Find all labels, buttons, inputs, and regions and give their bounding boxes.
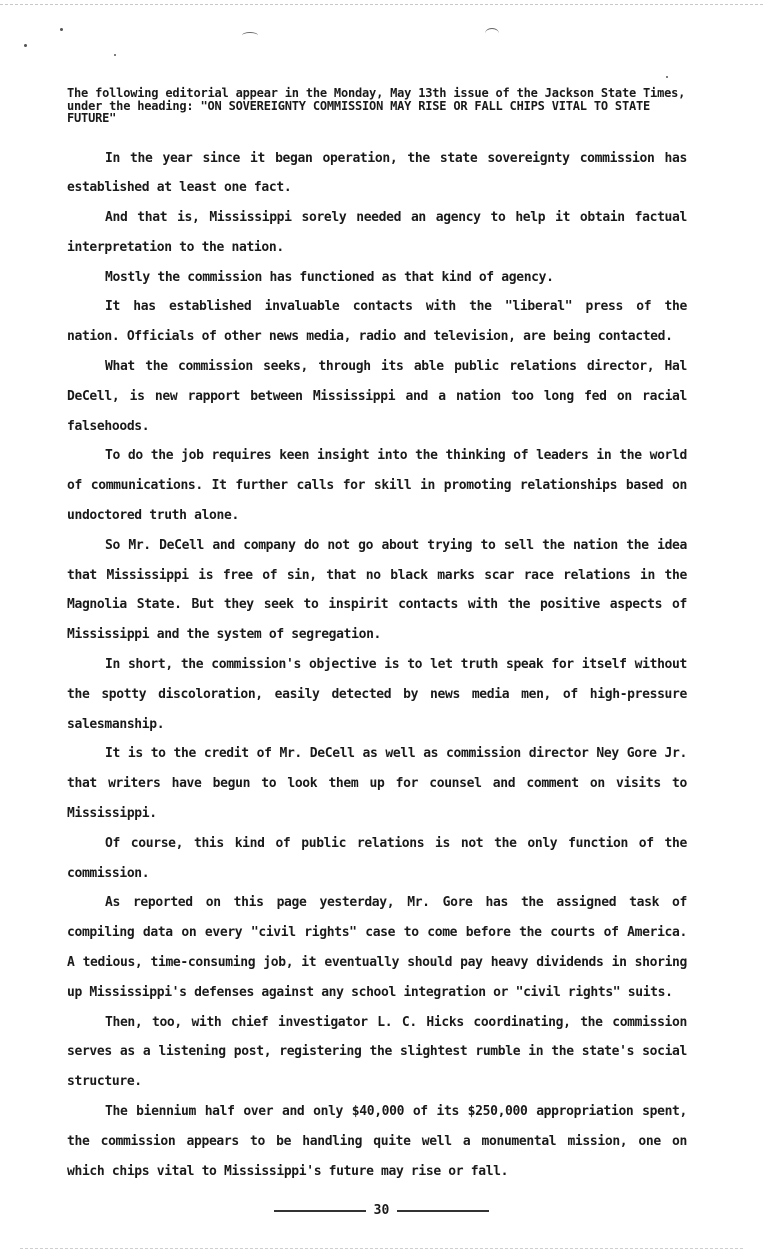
scan-speck: [60, 28, 63, 31]
editorial-paragraph: And that is, Mississippi sorely needed an agency to help it obtain factual interpretation to the nation.: [67, 210, 687, 255]
editorial-introduction: The following editorial appear in the Monday, May 13th issue of the Jackson State Times, under the heading: "ON SOVEREIGNTY COMMISSION MAY RISE OR FALL CHIPS VITAL TO STATE FUTURE": [67, 86, 686, 125]
editorial-paragraph: Then, too, with chief investigator L. C. Hicks coordinating, the commission serves as a listening post, registering the slightest rumble in the state's social structure.: [67, 1014, 687, 1090]
footer-rule-right: [397, 1210, 489, 1212]
editorial-paragraph: In the year since it began operation, the state sovereignty commission has established at least one fact.: [67, 150, 687, 196]
page-footer: [0, 1203, 763, 1218]
punch-hole-mark: [485, 28, 499, 39]
punch-hole-mark: [242, 32, 258, 39]
editorial-paragraph: The biennium half over and only $40,000 of its $250,000 appropriation spent, the commission appears to be handling quite well a monumental mission, one on which chips vital to Mississippi's future may rise or fall.: [67, 1104, 687, 1179]
editorial-paragraph: It has established invaluable contacts with the "liberal" press of the nation. Officials of other news media, radio and television, are being contacted.: [67, 299, 687, 345]
scan-speck: [24, 44, 27, 47]
editorial-paragraph: What the commission seeks, through its able public relations director, Hal DeCell, is new rapport between Mississippi and a nation too long fed on racial falsehoods.: [67, 359, 687, 434]
editorial-paragraph: It is to the credit of Mr. DeCell as well as commission director Ney Gore Jr. that writers have begun to look them up for counsel and comment on visits to Mississippi.: [67, 746, 687, 822]
editorial-paragraph: To do the job requires keen insight into the thinking of leaders in the world of communications. It further calls for skill in promoting relationships based on undoctored truth alone.: [67, 448, 687, 524]
footer-rule-left: [274, 1210, 366, 1212]
scan-speck: [114, 54, 116, 56]
editorial-paragraph: As reported on this page yesterday, Mr. Gore has the assigned task of compiling data on every "civil rights" case to come before the courts of America. A tedious, time-consuming job, it eventually should pay heavy dividends in shoring up Mississippi's defenses against any school integration or "civil rights" suits.: [67, 895, 687, 1000]
editorial-paragraph: So Mr. DeCell and company do not go about trying to sell the nation the idea that Mississippi is free of sin, that no black marks scar race relations in the Magnolia State. But they seek to inspirit contacts with the positive aspects of Mississippi and the system of segregation.: [67, 537, 687, 643]
page-number: 30: [373, 1203, 390, 1218]
editorial-paragraph: In short, the commission's objective is to let truth speak for itself without the spotty discoloration, easily detected by news media men, of high-pressure salesmanship.: [67, 657, 687, 732]
scan-speck: [666, 76, 668, 78]
editorial-paragraph: Of course, this kind of public relations is not the only function of the commission.: [67, 835, 687, 881]
editorial-paragraph: Mostly the commission has functioned as that kind of agency.: [105, 269, 554, 285]
page-top-edge: [0, 4, 763, 5]
page-bottom-edge: [20, 1248, 743, 1249]
document-body: [67, 87, 687, 1186]
